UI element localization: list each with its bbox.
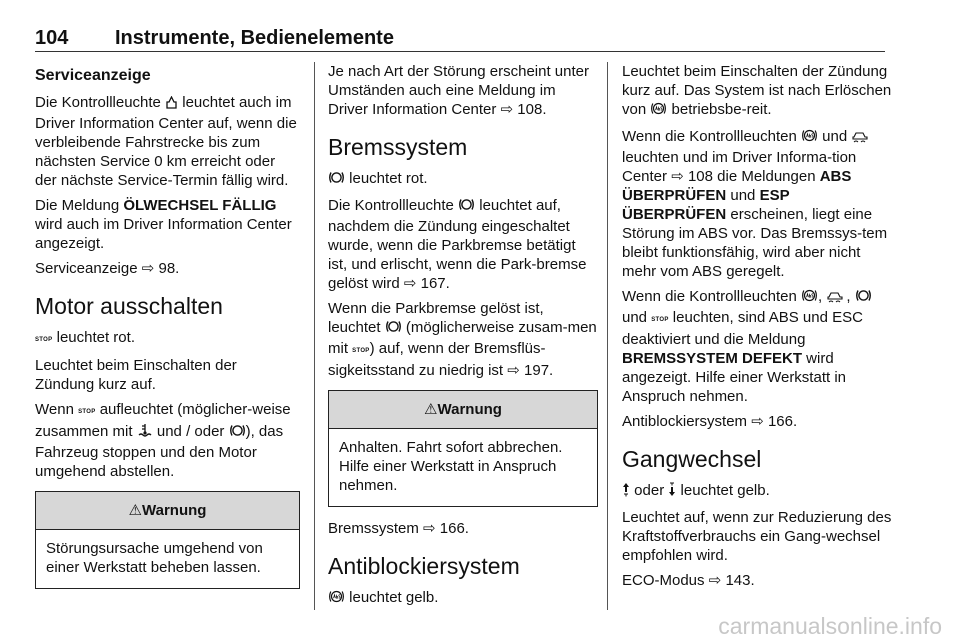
coolant-temperature-icon <box>137 423 153 443</box>
warning-header <box>36 492 299 530</box>
column-2 <box>328 62 598 615</box>
esc-skid-icon <box>851 129 871 148</box>
column-divider <box>607 62 608 610</box>
paragraph: Wenn STOP aufleuchtet (möglicher-weise zusammen mit und / oder ), das Fahrzeug stoppen und den Motor umgehend abstellen. <box>35 401 291 480</box>
heading-bremssystem: Bremssystem <box>328 134 468 160</box>
brake-system-icon <box>458 197 475 217</box>
abs-icon <box>650 101 667 121</box>
paragraph: leuchtet gelb. <box>328 588 598 609</box>
abs-icon <box>801 288 818 308</box>
paragraph: Die Meldung ÖLWECHSEL FÄLLIG wird auch im Driver Information Center angezeigt. <box>35 197 292 252</box>
stop-icon: STOP <box>352 348 370 354</box>
abs-icon <box>328 589 345 609</box>
paragraph: ECO-Modus ⇨ 143. <box>622 572 755 589</box>
stop-icon: STOP <box>78 409 96 415</box>
warning-header <box>329 391 597 429</box>
paragraph: Wenn die Parkbremse gelöst ist, leuchtet (möglicherweise zusam-men mit STOP) auf, wenn der Bremsflüs-sigkeitsstand zu niedrig ist ⇨ 197. <box>328 300 597 379</box>
warning-text: Anhalten. Fahrt sofort abbrechen. Hilfe einer Werkstatt in Anspruch nehmen. <box>339 439 563 494</box>
esc-skid-icon <box>826 289 846 308</box>
paragraph: leuchtet rot. <box>328 169 598 190</box>
brake-system-icon <box>229 423 246 443</box>
paragraph: Antiblockiersystem ⇨ 166. <box>622 413 798 430</box>
warning-triangle-icon: ⚠ <box>128 502 142 519</box>
paragraph: Bremssystem ⇨ 166. <box>328 520 469 537</box>
page-ref-arrow-icon: ⇨ <box>507 362 520 379</box>
paragraph: Leuchtet auf, wenn zur Reduzierung des Kraftstoffverbrauchs ein Gang-wechsel empfohlen wird. <box>622 509 892 564</box>
abs-icon <box>801 128 818 148</box>
column-3 <box>622 62 894 596</box>
page-ref-arrow-icon: ⇨ <box>423 520 436 537</box>
paragraph: Wenn die Kontrollleuchten , , und STOP leuchten, sind ABS und ESC deaktiviert und die Meldung BREMSSYSTEM DEFEKT wird angezeigt. Hilfe einer Werkstatt in Anspruch nehmen. <box>622 287 894 406</box>
page-ref-arrow-icon: ⇨ <box>500 101 514 118</box>
watermark: carmanualsonline.info <box>718 613 942 639</box>
warning-title: Warnung <box>142 502 207 519</box>
paragraph: Die Kontrollleuchte leuchtet auch im Driver Information Center auf, wenn die verbleibende Fahrstrecke bis zum nächsten Service 0 km erreicht oder der nächste Service-Termin fällig wird. <box>35 94 297 189</box>
paragraph: Leuchtet beim Einschalten der Zündung kurz auf. <box>35 357 237 393</box>
page-ref-arrow-icon: ⇨ <box>708 572 722 589</box>
stop-icon: STOP <box>651 317 669 323</box>
brake-system-icon <box>328 170 345 190</box>
header-rule <box>35 51 885 52</box>
page-ref-arrow-icon: ⇨ <box>671 168 684 185</box>
column-1 <box>35 62 300 601</box>
warning-box <box>35 491 300 589</box>
column-divider <box>314 62 315 610</box>
paragraph: oder leuchtet gelb. <box>622 481 894 502</box>
page-title: Instrumente, Bedienelemente <box>115 27 394 49</box>
paragraph: Leuchtet beim Einschalten der Zündung kurz auf. Das System ist nach Erlöschen von betriebsbe-reit. <box>622 62 894 121</box>
warning-triangle-icon: ⚠ <box>424 401 438 418</box>
warning-text: Störungsursache umgehend von einer Werkstatt beheben lassen. <box>46 540 263 576</box>
paragraph: Wenn die Kontrollleuchten und leuchten und im Driver Informa-tion Center ⇨ 108 die Meldungen ABS ÜBERPRÜFEN und ESP ÜBERPRÜFEN erscheinen, liegt eine Störung im ABS vor. Das Bremssys-tem bleibt funktionsfähig, wird aber nicht mehr vom ABS geregelt. <box>622 128 888 280</box>
paragraph: Je nach Art der Störung erscheint unter Umständen auch eine Meldung im Driver Information Center ⇨ 108. <box>328 63 589 118</box>
warning-box <box>328 390 598 507</box>
page-number: 104 <box>35 27 69 49</box>
paragraph: Die Kontrollleuchte leuchtet auf, nachdem die Zündung eingeschaltet wurde, wenn die Parkbremse betätigt ist, und erlischt, wenn die Park-bremse gelöst wird ⇨ 167. <box>328 197 587 292</box>
stop-icon: STOP <box>35 337 53 343</box>
brake-system-icon <box>385 319 402 339</box>
shift-up-icon <box>622 482 630 502</box>
paragraph: STOP leuchtet rot. <box>35 329 135 346</box>
heading-motor-ausschalten: Motor ausschalten <box>35 293 223 319</box>
page-ref-arrow-icon: ⇨ <box>751 413 764 430</box>
heading-gangwechsel: Gangwechsel <box>622 446 762 472</box>
wrench-icon <box>165 95 178 114</box>
page-ref-arrow-icon: ⇨ <box>403 275 417 292</box>
heading-antiblockiersystem: Antiblockiersystem <box>328 553 520 579</box>
paragraph: Serviceanzeige ⇨ 98. <box>35 260 180 277</box>
brake-system-icon <box>855 288 872 308</box>
warning-title: Warnung <box>437 401 502 418</box>
page-ref-arrow-icon: ⇨ <box>141 260 155 277</box>
heading-serviceanzeige: Serviceanzeige <box>35 67 151 84</box>
